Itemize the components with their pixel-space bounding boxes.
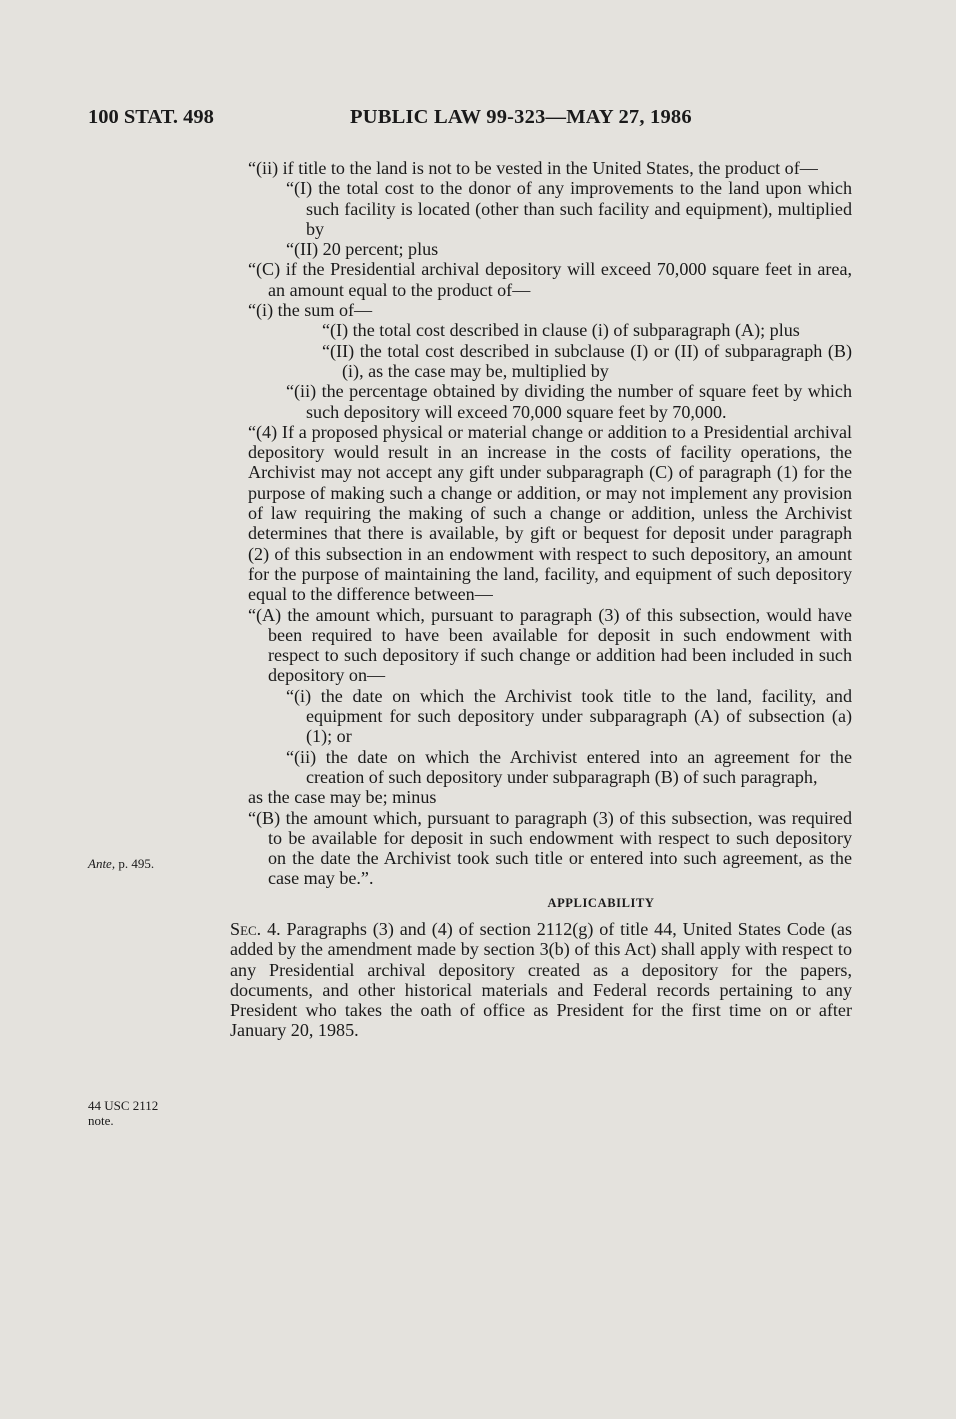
paragraph: “(I) the total cost described in clause (i) of subparagraph (A); plus [322,320,800,341]
paragraph: as the case may be; minus [248,787,437,808]
paragraph: “(ii) the date on which the Archivist entered into an agreement for the creation of such depository under subparagraph (B) of such paragraph, [286,746,852,787]
paragraph: “(II) the total cost described in subclause (I) or (II) of subparagraph (B)(i), as the case may be, multiplied by [322,340,852,381]
paragraph: “(i) the sum of— [248,300,373,321]
statute-page-number: 100 STAT. 498 [88,106,214,128]
section-paragraph [230,919,852,1041]
section-heading: APPLICABILITY [547,895,655,910]
paragraph: “(ii) the percentage obtained by dividing the number of square feet by which such depository will exceed 70,000 square feet by 70,000. [286,381,852,422]
paragraph: “(I) the total cost to the donor of any improvements to the land upon which such facility is located (other than such facility and equipment), multiplied by [286,178,852,239]
paragraph: “(B) the amount which, pursuant to paragraph (3) of this subsection, was required to be available for deposit in such endowment with respect to such depository on the date the Archivist took such title or entered into such agreement, as the case may be.”. [248,807,852,889]
page-header [88,106,856,138]
margin-note-usc-line2: note. [88,1113,114,1128]
paragraph: “(ii) if title to the land is not to be vested in the United States, the product of— [248,158,818,178]
body-text [230,158,852,1041]
paragraph: “(i) the date on which the Archivist took title to the land, facility, and equipment for such depository under subparagraph (A) of subsection (a)(1); or [286,685,852,747]
paragraph: “(C) if the Presidential archival depository will exceed 70,000 square feet in area, an amount equal to the product of— [248,259,852,300]
margin-note-usc-line1: 44 USC 2112 [88,1098,159,1113]
margin-note-ante-page: p. 495. [115,856,155,871]
margin-note-ante-italic: Ante, [88,856,116,871]
margin-note-usc [88,1098,158,1128]
paragraph: “(A) the amount which, pursuant to paragraph (3) of this subsection, would have been required to have been available for deposit in such endowment with respect to such depository if such change or addition had been included in such depository on— [248,604,852,686]
paragraph: “(II) 20 percent; plus [286,239,439,260]
public-law-title: PUBLIC LAW 99-323—MAY 27, 1986 [350,106,692,128]
section-label: Sec. [230,918,262,939]
margin-note-ante [88,856,154,871]
paragraph: “(4) If a proposed physical or material change or addition to a Presidential archival depository would result in an increase in the costs of facility operations, the Archivist may not accept any gift under subparagraph (C) of paragraph (1) for the purpose of making such a change or addition, or may not implement any provision of law requiring the making of such a change or addition, unless the Archivist determines that there is available, by gift or bequest for deposit under paragraph (2) of this subsection in an endowment with respect to such depository, an amount for the purpose of maintaining the land, facility, and equipment of such depository equal to the difference between— [248,421,852,605]
section-text: 4. Paragraphs (3) and (4) of section 2112(g) of title 44, United States Code (as added by the amendment made by section 3(b) of this Act) shall apply with respect to any Presidential archival depository created as a depository for the papers, documents, and other historical materials and Federal records pertaining to any President who takes the oath of office as President for the first time on or after January 20, 1985. [230,918,852,1041]
